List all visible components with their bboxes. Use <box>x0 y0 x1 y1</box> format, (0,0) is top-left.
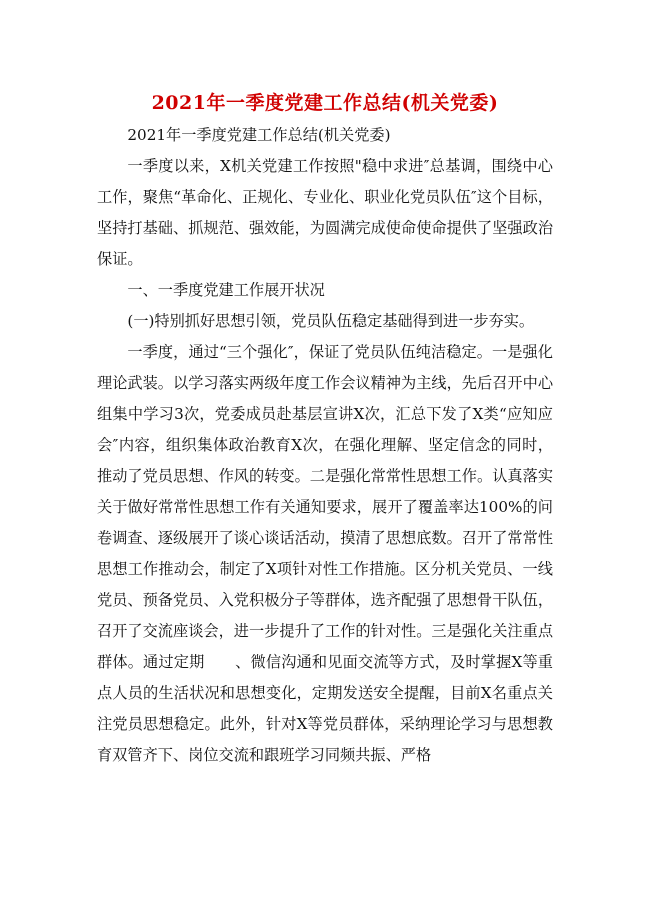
subsection-heading: (一)特别抓好思想引领，党员队伍稳定基础得到进一步夯实。 <box>127 312 535 330</box>
section-heading: 一、一季度党建工作展开状况 <box>127 281 325 299</box>
paragraph-intro: 一季度以来，X机关党建工作按照"稳中求进″总基调，围绕中心工作，聚焦“革命化、正规化、专业化、职业化党员队伍″这个目标，坚持打基础、抓规范、强效能，为圆满完成使命使命提供了坚强政治保证。 <box>97 157 553 268</box>
paragraph-subtitle: 2021年一季度党建工作总结(机关党委) <box>127 126 391 144</box>
document-title: 2021年一季度党建工作总结(机关党委) <box>151 92 499 114</box>
paragraph-main: 一季度，通过“三个强化″，保证了党员队伍纯洁稳定。一是强化理论武装。以学习落实两级年度工作会议精神为主线，先后召开中心组集中学习3次，党委成员赴基层宣讲X次，汇总下发了X类“应知应会″内容，组织集体政治教育X次，在强化理解、坚定信念的同时，推动了党员思想、作风的转变。二是强化常常性思想工作。认真落实关于做好常常性思想工作有关通知要求，展开了覆盖率达100%的问卷调查、逐级展开了谈心谈话活动，摸清了思想底数。召开了常常性思想工作推动会，制定了X项针对性工作措施。区分机关党员、一线党员、预备党员、入党积极分子等群体，选齐配强了思想骨干队伍，召开了交流座谈会，进一步提升了工作的针对性。三是强化关注重点群体。通过定期 、微信沟通和见面交流等方式，及时掌握X等重点人员的生活状况和思想变化，定期发送安全提醒，目前X名重点关注党员思想稳定。此外，针对X等党员群体，采纳理论学习与思想教育双管齐下、岗位交流和跟班学习同频共振、严格 <box>97 343 553 764</box>
document-body <box>97 120 553 771</box>
